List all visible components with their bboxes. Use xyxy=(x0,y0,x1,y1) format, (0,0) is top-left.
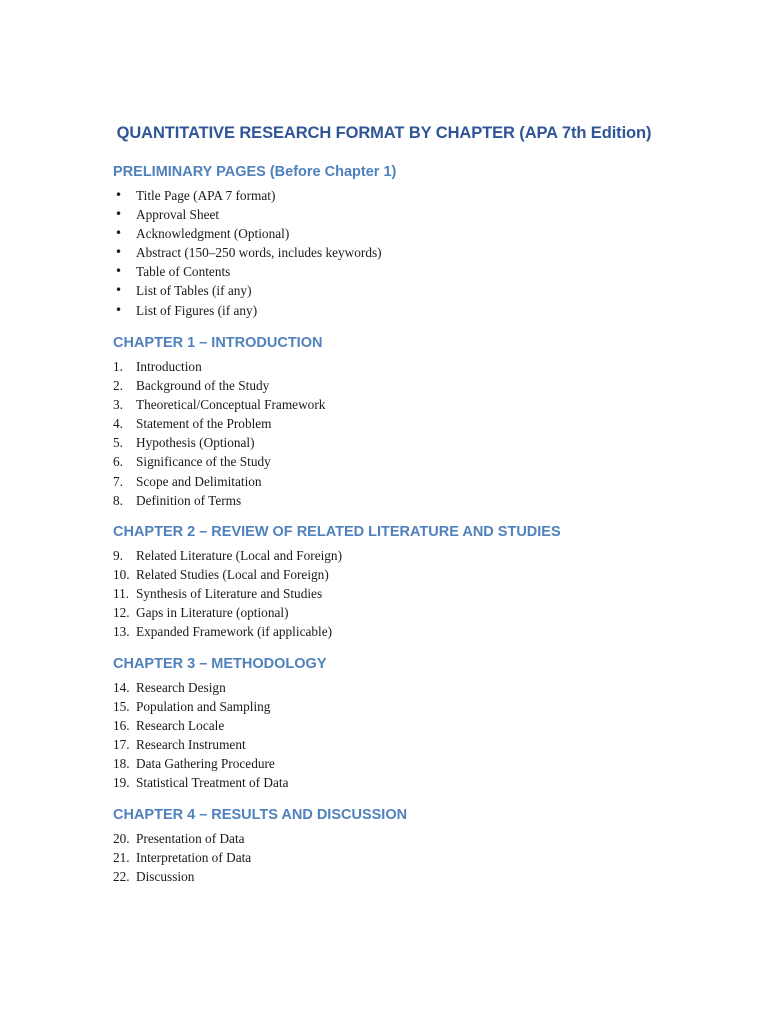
section-chapter-4 xyxy=(113,805,713,886)
item-number: 7. xyxy=(113,473,123,489)
list-item-text: Synthesis of Literature and Studies xyxy=(136,586,323,602)
list-item-text: Acknowledgment (Optional) xyxy=(136,226,290,242)
item-number: 19. xyxy=(113,775,130,791)
list-item xyxy=(113,678,713,697)
item-number: 10. xyxy=(113,567,130,583)
list-item-text: Abstract (150–250 words, includes keywords) xyxy=(136,245,382,261)
section-preliminary-pages xyxy=(113,162,713,320)
bullet-marker: • xyxy=(115,188,123,202)
bullet-marker: • xyxy=(115,207,123,222)
list-item xyxy=(113,186,713,205)
list-item-text: Scope and Delimitation xyxy=(136,473,262,489)
numbered-list xyxy=(113,357,713,510)
bullet-marker: • xyxy=(115,226,123,241)
list-item-text: Table of Contents xyxy=(136,264,231,280)
bullet-marker: • xyxy=(115,283,123,298)
list-item-text: Title Page (APA 7 format) xyxy=(136,188,276,203)
item-number: 13. xyxy=(113,624,130,640)
numbered-list xyxy=(113,546,713,641)
list-item xyxy=(113,433,713,452)
list-item-text: Data Gathering Procedure xyxy=(136,756,275,772)
list-item-text: Hypothesis (Optional) xyxy=(136,435,255,451)
list-item-text: Population and Sampling xyxy=(136,699,271,715)
item-number: 6. xyxy=(113,454,123,470)
list-item xyxy=(113,395,713,414)
item-number: 4. xyxy=(113,416,123,432)
section-heading: CHAPTER 2 – REVIEW OF RELATED LITERATURE AND STUDIES xyxy=(113,524,561,540)
bullet-marker: • xyxy=(115,264,123,279)
list-item xyxy=(113,491,713,510)
list-item-text: Discussion xyxy=(136,869,195,885)
item-number: 11. xyxy=(113,586,130,602)
list-item xyxy=(113,697,713,716)
item-number: 22. xyxy=(113,869,130,885)
list-item-text: Expanded Framework (if applicable) xyxy=(136,624,333,640)
section-heading: CHAPTER 3 – METHODOLOGY xyxy=(113,656,327,672)
list-item-text: Related Literature (Local and Foreign) xyxy=(136,548,343,563)
item-number: 20. xyxy=(113,831,130,846)
list-item xyxy=(113,848,713,867)
item-number: 18. xyxy=(113,756,130,772)
list-item-text: Statistical Treatment of Data xyxy=(136,775,289,791)
list-item-text: Gaps in Literature (optional) xyxy=(136,605,289,621)
item-number: 2. xyxy=(113,378,123,394)
item-number: 9. xyxy=(113,548,123,563)
list-item-text: Significance of the Study xyxy=(136,454,271,470)
list-item-text: Background of the Study xyxy=(136,378,270,394)
list-item-text: Introduction xyxy=(136,359,202,374)
item-number: 3. xyxy=(113,397,123,413)
item-number: 14. xyxy=(113,680,130,695)
list-item xyxy=(113,414,713,433)
item-number: 16. xyxy=(113,718,130,734)
list-item-text: Presentation of Data xyxy=(136,831,245,846)
list-item xyxy=(113,867,713,886)
list-item xyxy=(113,584,713,603)
item-number: 17. xyxy=(113,737,130,753)
list-item-text: Research Locale xyxy=(136,718,225,734)
list-item-text: Related Studies (Local and Foreign) xyxy=(136,567,329,583)
item-number: 5. xyxy=(113,435,123,451)
item-number: 8. xyxy=(113,492,123,508)
list-item xyxy=(113,357,713,376)
list-item xyxy=(113,735,713,754)
list-item-text: List of Tables (if any) xyxy=(136,283,252,299)
item-number: 1. xyxy=(113,359,123,374)
list-item xyxy=(113,262,713,281)
list-item xyxy=(113,716,713,735)
bullet-marker: • xyxy=(115,302,123,317)
list-item xyxy=(113,546,713,565)
list-item-text: Research Instrument xyxy=(136,737,246,753)
item-number: 12. xyxy=(113,605,130,621)
list-item xyxy=(113,301,713,320)
item-number: 15. xyxy=(113,699,130,715)
list-item-text: Research Design xyxy=(136,680,226,695)
list-item xyxy=(113,603,713,622)
section-heading: PRELIMINARY PAGES (Before Chapter 1) xyxy=(113,164,397,180)
list-item-text: Statement of the Problem xyxy=(136,416,272,432)
list-item xyxy=(113,565,713,584)
document-title: QUANTITATIVE RESEARCH FORMAT BY CHAPTER (APA 7th Edition) xyxy=(116,124,652,142)
list-item xyxy=(113,452,713,471)
list-item xyxy=(113,829,713,848)
section-chapter-2 xyxy=(113,522,713,641)
list-item xyxy=(113,622,713,641)
bullet-marker: • xyxy=(115,245,123,260)
list-item xyxy=(113,224,713,243)
list-item-text: Theoretical/Conceptual Framework xyxy=(136,397,326,413)
numbered-list xyxy=(113,678,713,793)
section-heading: CHAPTER 4 – RESULTS AND DISCUSSION xyxy=(113,807,408,823)
list-item xyxy=(113,472,713,491)
numbered-list xyxy=(113,829,713,886)
list-item xyxy=(113,376,713,395)
list-item xyxy=(113,773,713,792)
section-chapter-3 xyxy=(113,654,713,793)
list-item xyxy=(113,243,713,262)
list-item xyxy=(113,205,713,224)
list-item xyxy=(113,754,713,773)
list-item-text: Definition of Terms xyxy=(136,492,242,508)
bullet-list xyxy=(113,186,713,320)
item-number: 21. xyxy=(113,850,130,866)
list-item-text: Approval Sheet xyxy=(136,207,220,223)
list-item-text: Interpretation of Data xyxy=(136,850,252,866)
section-chapter-1 xyxy=(113,333,713,510)
list-item xyxy=(113,281,713,300)
section-heading: CHAPTER 1 – INTRODUCTION xyxy=(113,335,323,351)
list-item-text: List of Figures (if any) xyxy=(136,302,258,318)
